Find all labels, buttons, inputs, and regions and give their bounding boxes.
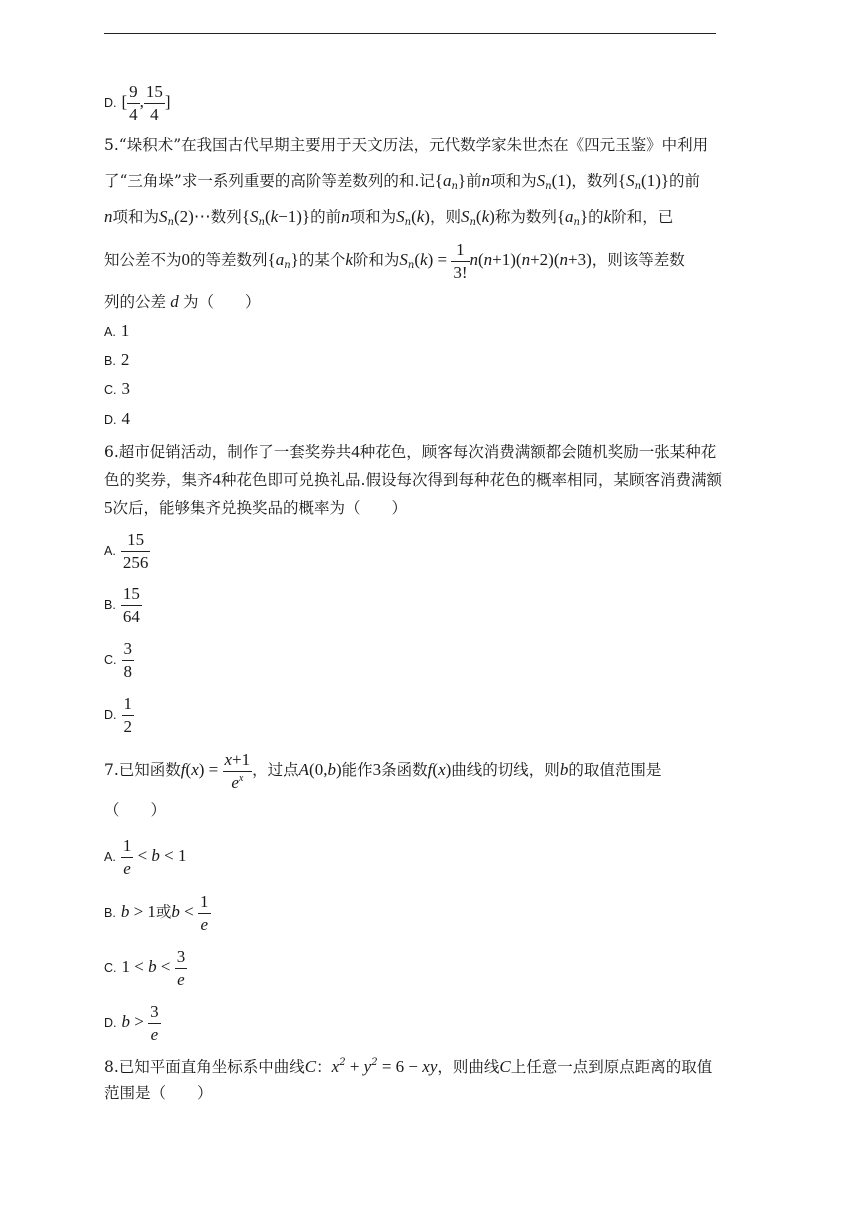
q6-line-3: 5次后，能够集齐兑换奖品的概率为（ ） (104, 498, 408, 517)
q5-option-c: C. 3 (104, 379, 130, 398)
q5-option-b: B. 2 (104, 350, 130, 369)
q7-line-2: （ ） (104, 801, 167, 819)
q5-line-3: n项和为$S_n(2)\cdots$数列$\{S_n(k-1)\}$的前n项和为$S_n(k)$，则$S_n(k)$称为数列$\{a_n\}$的k阶和，已 (104, 207, 674, 228)
q5-option-d: D. 4 (104, 409, 130, 428)
q6-line-2: 色的奖券，集齐4种花色即可兑换礼品.假设每次得到每种花色的概率相同，某顾客消费满额 (104, 470, 722, 489)
q6-option-a: A. $\frac{15}{256}$ (104, 530, 149, 572)
q5-line-1: 5.“垛积术”在我国古代早期主要用于天文历法，元代数学家朱世杰在《四元玉鉴》中利用 (104, 136, 709, 154)
q6-option-c: C. $\frac{3}{8}$ (104, 639, 132, 681)
q4-option-d: D. [ $\frac{9}{4}$ , $\frac{15}{4}$ ] (104, 82, 171, 124)
q7-option-c: C. 1 < b < $\frac{3}{e}$ (104, 947, 186, 989)
q5-line-4: 知公差不为0的等差数列$\{a_n\}$的某个k阶和为$S_n(k)$ = $\frac{1}{3!}$ n(n+1)(n+2)(n+3)，则该等差数 (104, 240, 685, 282)
q8-line-2: 范围是（ ） (104, 1084, 213, 1102)
q5-option-a: A. 1 (104, 321, 130, 340)
header-rule (104, 33, 716, 34)
q7-option-a: A. $\frac{1}{e}$ < b < 1 (104, 836, 187, 878)
q7-option-d: D. b > $\frac{3}{e}$ (104, 1002, 159, 1044)
q5-line-2: 了“三角垛”求一系列重要的高阶等差数列的和.记$\{a_n\}$前n项和为$S_n(1)$，数列$\{S_n(1)\}$的前 (104, 171, 701, 192)
q6-line-1: 6.超市促销活动，制作了一套奖券共4种花色，顾客每次消费满额都会随机奖励一张某种花 (104, 442, 717, 461)
q6-option-d: D. $\frac{1}{2}$ (104, 694, 132, 736)
q7-line-1: 7.已知函数f(x) = $\frac{x+1}{e^x}$ ，过点A(0,b)能作3条函数f(x)曲线的切线，则b的取值范围是 (104, 750, 662, 792)
q7-option-b: B. b > 1或b < $\frac{1}{e}$ (104, 892, 209, 934)
q5-line-5: 列的公差 d 为（ ） (104, 292, 261, 311)
q6-option-b: B. $\frac{15}{64}$ (104, 584, 140, 626)
q8-line-1: 8.已知平面直角坐标系中曲线C：$x^2 + y^2 = 6$ − xy，则曲线C上任意一点到原点距离的取值 (104, 1057, 713, 1076)
